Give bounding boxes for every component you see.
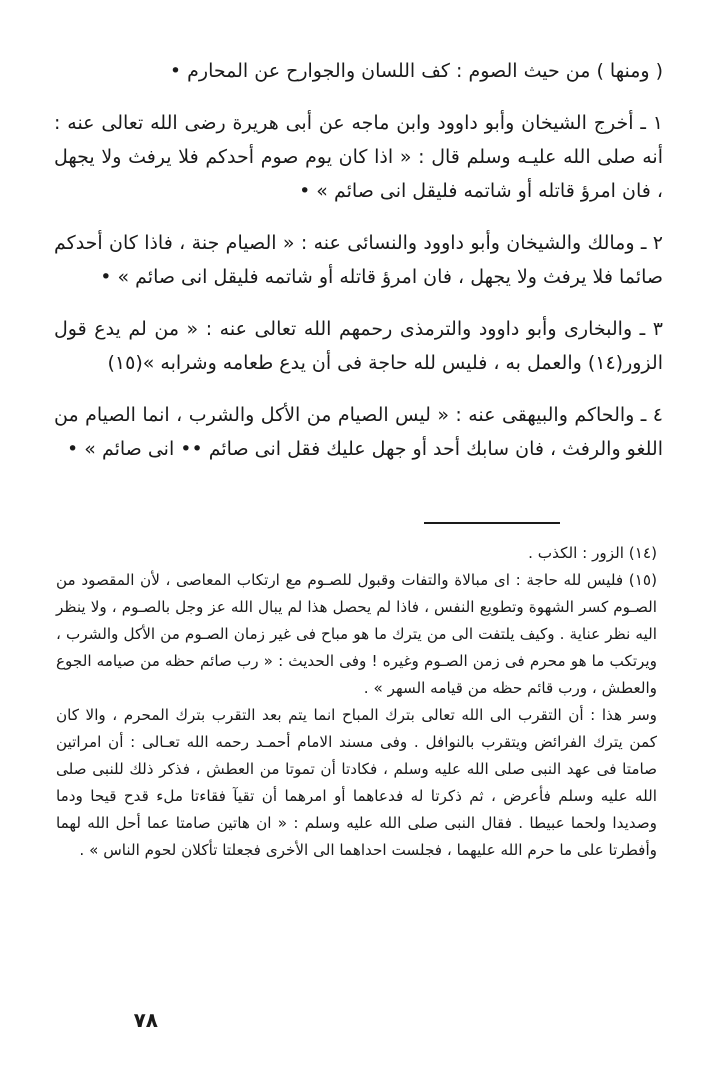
footnote-14: (١٤) الزور : الكذب . <box>528 544 657 562</box>
hadith-3: ٣ ـ والبخارى وأبو داوود والترمذى رحمهم الله تعالى عنه : « من لم يدع قول الزور(١٤) والعمل به ، فليس لله حاجة فى أن يدع طعامه وشرابه »(١٥) <box>54 318 663 374</box>
footnote-15-continued: وسر هذا : أن التقرب الى الله تعالى بترك المباح انما يتم بعد التقرب بترك المحرم ، والا كان كمن يترك الفرائض ويتقرب بالنوافل . وفى مسند الامام أحمـد رحمه الله تعـالى : أن امراتين صامتا فى عهد النبى صلى الله عليه وسلم ، فكادتا أن تموتا من العطش ، فذكر ذلك للنبى صلى الله عليه وسلم فأعرض ، ثم ذكرتا له فدعاهما أو امرهما أن تقيآ فقاءتا ملء قدح قيحا ودما وصديدا ولحما عبيطا . فقال النبى صلى الله عليه وسلم : « ان هاتين صامتا عما أحل الله لهما وأفطرتا على ما حرم الله عليهما ، فجلست احداهما الى الأخرى فجعلتا تأكلان لحوم الناس » . <box>56 706 657 859</box>
main-text <box>54 54 663 484</box>
hadith-2: ٢ ـ ومالك والشيخان وأبو داوود والنسائى عنه : « الصيام جنة ، فاذا كان أحدكم صائما فلا يرفث ولا يجهل ، فان امرؤ قاتله أو شاتمه فليقل انى صائم » • <box>54 232 663 288</box>
footnotes <box>56 540 657 864</box>
footnote-15: (١٥) فليس لله حاجة : اى مبالاة والتفات وقبول للصـوم مع ارتكاب المعاصى ، لأن المقصود من الصـوم كسر الشهوة وتطويع النفس ، فاذا لم يحصل هذا لم يبال الله عز وجل بالصـوم ، ولا ينظر اليه نظر عناية . وكيف يلتفت الى من يترك ما هو مباح فى غير زمان الصـوم من الأكل والشرب ، ويرتكب ما هو محرم فى زمن الصـوم وغيره ! وفى الحديث : « رب صائم حظه من صيامه الجوع والعطش ، ورب قائم حظه من قيامه السهر » . <box>56 571 657 697</box>
hadith-4: ٤ ـ والحاكم والبيهقى عنه : « ليس الصيام من الأكل والشرب ، انما الصيام من اللغو والرفث ، فان سابك أحد أو جهل عليك فقل انى صائم •• انى صائم » • <box>54 404 663 460</box>
footnote-divider <box>424 522 560 524</box>
section-intro: ( ومنها ) من حيث الصوم : كف اللسان والجوارح عن المحارم • <box>169 60 663 82</box>
hadith-1: ١ ـ أخرج الشيخان وأبو داوود وابن ماجه عن أبى هريرة رضى الله تعالى عنه : أنه صلى الله عليـه وسلم قال : « اذا كان يوم صوم أحدكم فلا يرفث ولا يجهل ، فان امرؤ قاتله أو شاتمه فليقل انى صائم » • <box>54 112 663 202</box>
page-number: ٧٨ <box>133 1008 158 1032</box>
